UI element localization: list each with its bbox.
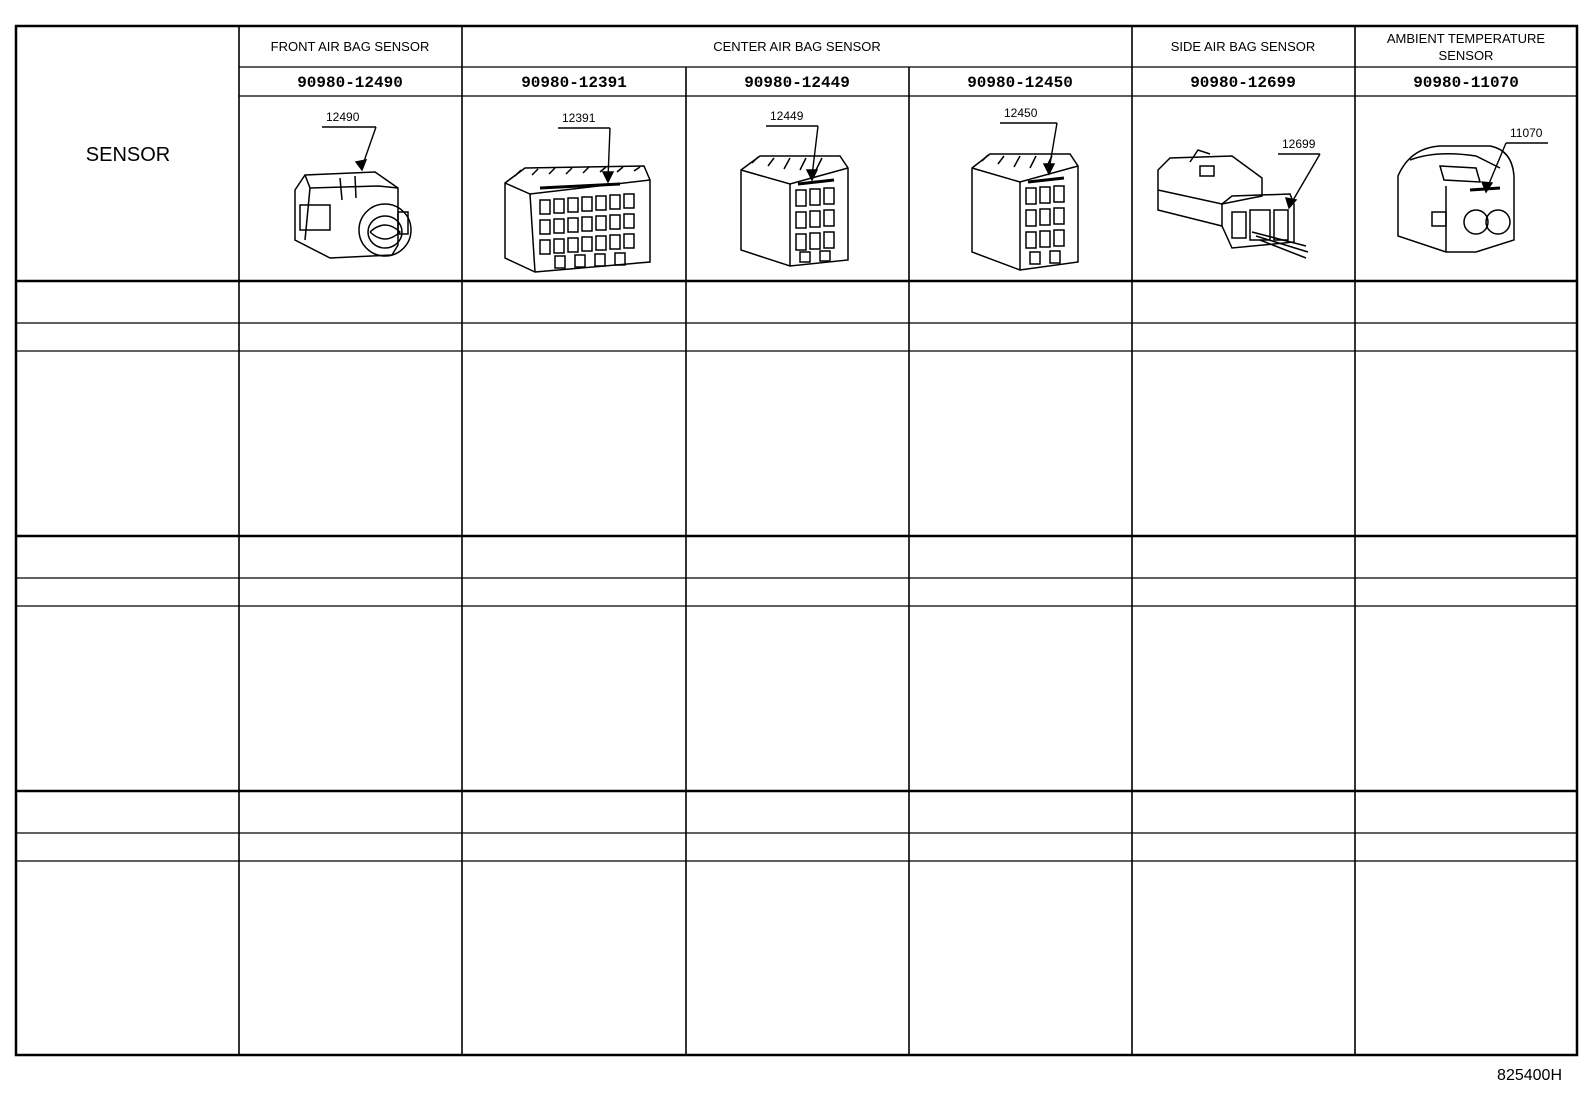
connector-12449-illustration [741,109,848,266]
multi-pin-connector-icon [505,166,650,272]
group-front-air-bag-sensor: FRONT AIR BAG SENSOR [270,39,430,54]
part-number-12449: 90980-12449 [744,74,850,92]
part-number-11070: 90980-11070 [1413,74,1519,92]
multi-pin-connector-icon [972,154,1078,270]
group-ambient-temperature-sensor-line1: AMBIENT TEMPERATURE [1386,31,1546,46]
part-number-12699: 90980-12699 [1190,74,1296,92]
wired-connector-icon [1158,150,1308,258]
group-ambient-temperature-sensor-line2: SENSOR [1438,48,1494,63]
group-side-air-bag-sensor: SIDE AIR BAG SENSOR [1170,39,1316,54]
part-number-12450: 90980-12450 [967,74,1073,92]
multi-pin-connector-icon [741,156,848,266]
callout-11070: 11070 [1510,126,1543,140]
drawing-code: 825400H [1497,1067,1562,1084]
callout-12450: 12450 [1004,106,1038,120]
connector-12490-illustration [295,110,411,258]
callout-12699: 12699 [1282,137,1316,151]
callout-12449: 12449 [770,109,804,123]
round-airbag-connector-icon [295,172,411,258]
part-number-12490: 90980-12490 [297,74,403,92]
callout-12490: 12490 [326,110,360,124]
group-center-air-bag-sensor: CENTER AIR BAG SENSOR [713,39,881,54]
connector-12699-illustration [1158,137,1320,258]
connector-11070-illustration [1398,126,1548,252]
connector-12391-illustration [505,111,650,272]
connector-12450-illustration [972,106,1078,270]
two-pin-sensor-connector-icon [1398,146,1514,252]
part-number-12391: 90980-12391 [521,74,627,92]
callout-12391: 12391 [562,111,596,125]
table-grid [16,26,1577,1055]
row-header-label: SENSOR [85,144,171,166]
